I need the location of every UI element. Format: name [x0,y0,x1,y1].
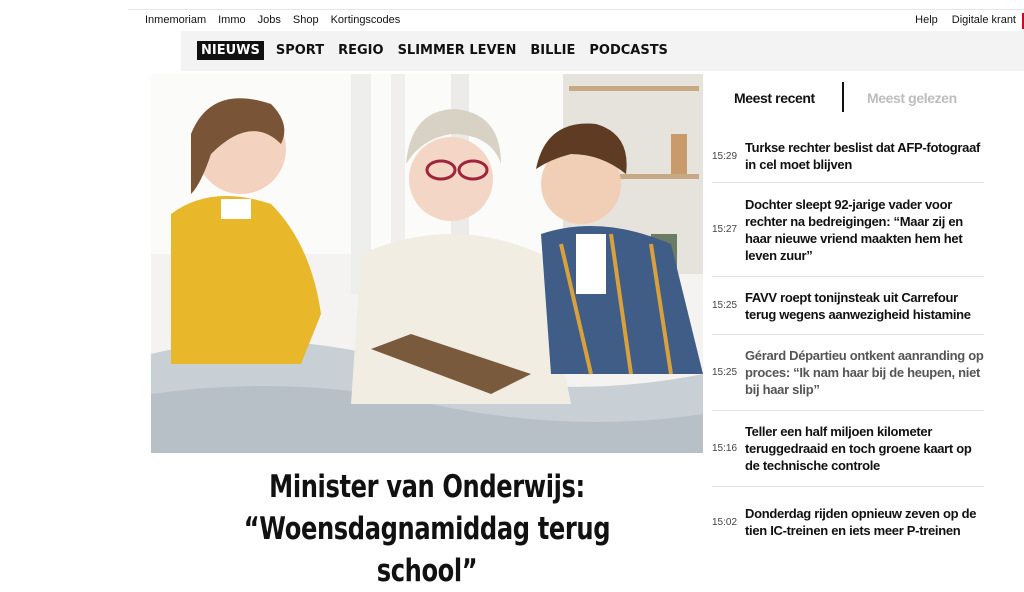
utility-link-inmemoriam[interactable]: Inmemoriam [145,14,207,26]
list-item[interactable] [712,183,984,277]
news-tabs [712,82,982,112]
utility-bar [128,9,1024,32]
help-link[interactable]: Help [915,14,938,26]
news-title[interactable]: Donderdag rijden opnieuw zeven op de tien IC-treinen en iets meer P-treinen [745,506,977,538]
nav-item-podcasts[interactable]: PODCASTS [589,43,668,58]
utility-links [145,14,412,26]
utility-link-shop[interactable]: Shop [292,14,319,26]
headline-line-2: “Woensdagnamiddag terug school” [243,511,611,589]
list-item[interactable] [712,487,984,557]
list-item[interactable] [712,335,984,411]
main-nav [181,31,1024,71]
news-title[interactable]: Teller een half miljoen kilometer teruggedraaid en toch groene kaart op de technische controle [745,424,972,473]
nav-item-slimmer-leven[interactable]: SLIMMER LEVEN [397,43,517,58]
tab-meest-recent[interactable]: Meest recent [734,90,815,106]
news-title[interactable]: Dochter sleept 92-jarige vader voor rechter na bedreigingen: “Maar zij en haar nieuwe vriend maakten hem het leven zuur” [745,196,963,263]
hero-illustration [151,74,703,453]
article-headline[interactable] [203,466,651,592]
nav-item-nieuws[interactable]: NIEUWS [197,41,264,60]
news-time: 15:25 [712,367,738,378]
news-time: 15:02 [712,516,738,528]
list-item[interactable] [712,130,984,183]
tab-divider [842,82,844,112]
nav-item-billie[interactable]: BILLIE [530,43,576,58]
headline-line-1: Minister van Onderwijs: [269,469,585,505]
digital-paper-link[interactable]: Digitale krant [951,14,1016,26]
utility-link-jobs[interactable]: Jobs [257,14,281,26]
recent-news-list [712,130,984,557]
news-time: 15:16 [712,443,738,454]
utility-link-immo[interactable]: Immo [218,14,246,26]
utility-right-links [901,14,1016,26]
news-time: 15:27 [712,224,738,235]
tab-meest-gelezen[interactable]: Meest gelezen [867,90,957,106]
news-time: 15:25 [712,300,738,311]
nav-item-regio[interactable]: REGIO [338,43,384,58]
news-time: 15:29 [712,150,738,162]
utility-link-kortingscodes[interactable]: Kortingscodes [330,14,401,26]
hero-image[interactable] [151,74,703,453]
news-title[interactable]: Gérard Départieu ontkent aanranding op proces: “Ik nam haar bij de heupen, niet bij haar slip” [745,348,984,397]
list-item[interactable] [712,411,984,487]
list-item[interactable] [712,277,984,335]
nav-item-sport[interactable]: SPORT [275,43,325,58]
news-title[interactable]: Turkse rechter beslist dat AFP-fotograaf in cel moet blijven [745,140,981,172]
news-title[interactable]: FAVV roept tonijnsteak uit Carrefour terug wegens aanwezigheid histamine [745,289,971,322]
